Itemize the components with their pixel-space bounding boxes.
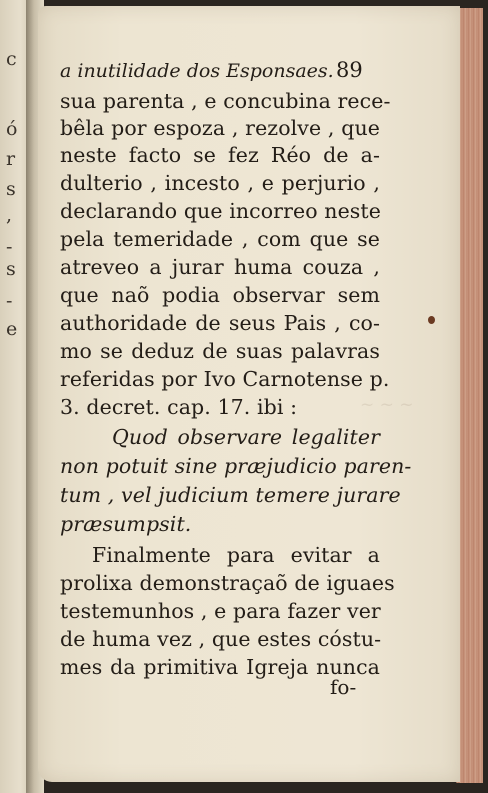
margin-glyph: c (6, 48, 17, 70)
margin-glyph: - (6, 290, 13, 312)
text-line: atreveo a jurar huma couza , (60, 255, 380, 279)
paper-spot (428, 316, 435, 324)
margin-glyph: - (6, 236, 13, 258)
quote-line: Quod observare legaliter (112, 425, 380, 449)
catchword: fo- (330, 675, 357, 699)
page-edges (456, 8, 483, 783)
text-line: authoridade de seus Pais , co- (60, 311, 380, 335)
text-line: que naõ podia observar sem (60, 283, 380, 307)
margin-glyph: s (6, 258, 16, 280)
margin-glyph: , (6, 204, 13, 226)
page-number: 89 (336, 58, 363, 82)
text-line: referidas por Ivo Carnotense p. (60, 367, 390, 391)
quote-line: præsumpsit. (60, 512, 192, 536)
text-line: dulterio , incesto , e perjurio , (60, 171, 380, 195)
quote-line: non potuit sine præjudicio paren- (60, 454, 412, 478)
show-through: ~ ~ ~ (360, 395, 414, 415)
text-line: neste facto se fez Réo de a- (60, 143, 380, 167)
paragraph-line: prolixa demonstraçaõ de iguaes (60, 571, 395, 595)
margin-glyph: s (6, 178, 16, 200)
text-line: sua parenta , e concubina rece- (60, 89, 391, 113)
paragraph-line: de huma vez , que estes cóstu- (60, 627, 382, 651)
margin-glyph: ó (6, 118, 18, 140)
text-line: declarando que incorreo neste (60, 199, 381, 223)
text-line: mo se deduz de suas palavras (60, 339, 380, 363)
paragraph-line: mes da primitiva Igreja nunca (60, 655, 380, 679)
paragraph-line: Finalmente para evitar a (92, 543, 380, 567)
text-line: pela temeridade , com que se (60, 227, 380, 251)
running-title: a inutilidade dos Esponsaes. (60, 60, 334, 82)
paragraph-line: testemunhos , e para fazer ver (60, 599, 381, 623)
quote-line: tum , vel judicium temere jurare (60, 483, 401, 507)
text-line: bêla por espoza , rezolve , que (60, 116, 380, 140)
margin-glyph: e (6, 318, 18, 340)
margin-glyph: r (6, 148, 16, 170)
text-line: 3. decret. cap. 17. ibi : (60, 395, 298, 419)
